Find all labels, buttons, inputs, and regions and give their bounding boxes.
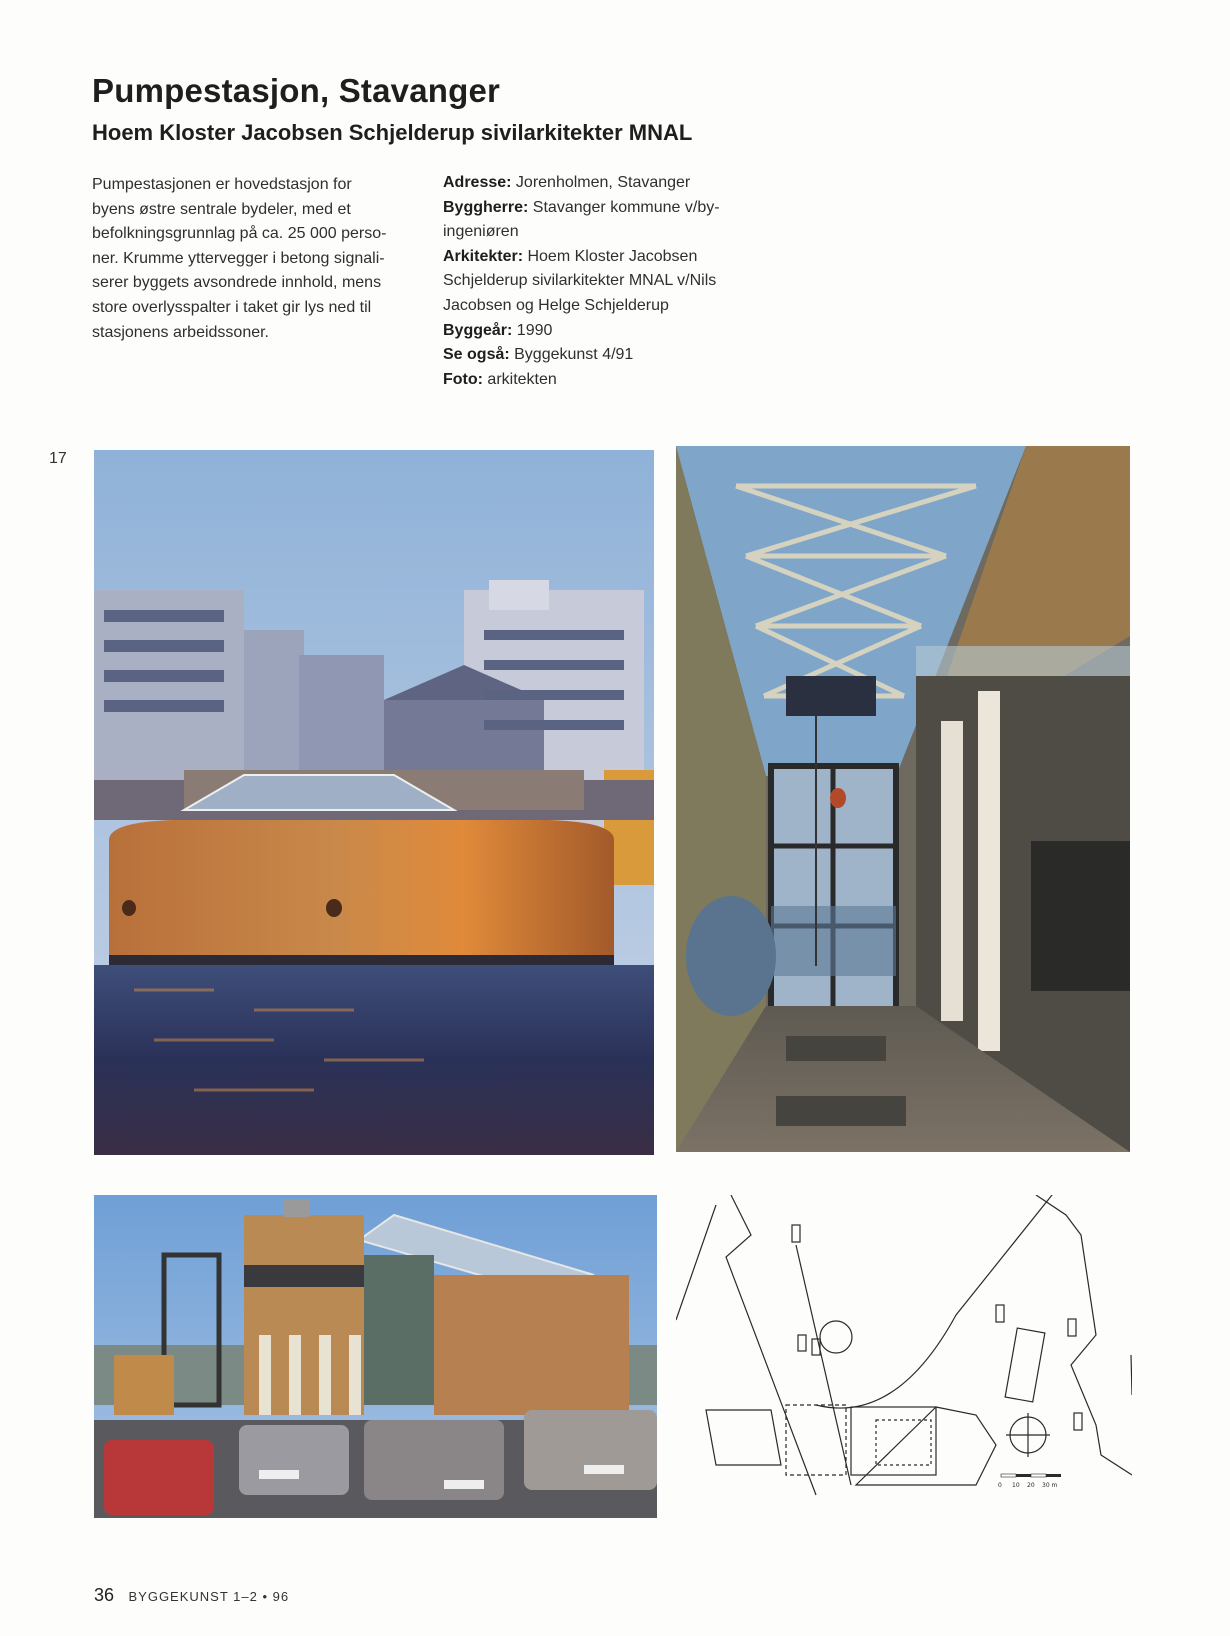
fact-label: Byggeår: xyxy=(443,321,513,339)
fact-label: Adresse: xyxy=(443,174,512,191)
fact-photo xyxy=(443,368,763,393)
fact-architects-cont: Schjelderup sivilarkitekter MNAL v/Nils xyxy=(443,272,717,290)
intro-line: ner. Krumme yttervegger i betong signali- xyxy=(92,249,385,267)
fact-architects xyxy=(443,245,763,270)
article-title: Pumpestasjon, Stavanger xyxy=(92,72,501,109)
scale-label: 20 xyxy=(1027,1482,1035,1489)
fact-label: Se også: xyxy=(443,346,510,364)
fact-value: Stavanger kommune v/by- xyxy=(528,198,720,216)
photo-street-view xyxy=(94,1195,657,1518)
fact-client xyxy=(443,196,763,221)
intro-line: serer byggets avsondrede innhold, mens xyxy=(92,274,382,292)
site-plan-drawing xyxy=(676,1195,1132,1520)
page-number: 36 xyxy=(94,1585,115,1605)
project-facts xyxy=(443,171,763,392)
fact-label: Foto: xyxy=(443,370,483,388)
scale-label: 30 m xyxy=(1042,1482,1058,1489)
photo-interior-hall xyxy=(676,446,1130,1152)
intro-line: byens østre sentrale bydeler, med et xyxy=(92,200,351,218)
fact-client-cont: ingeniøren xyxy=(443,223,519,241)
fact-value: arkitekten xyxy=(482,370,557,388)
intro-line: stasjonens arbeidssoner. xyxy=(92,323,269,341)
figure-number: 17 xyxy=(49,450,67,467)
fact-label: Arkitekter: xyxy=(443,247,524,265)
intro-line: Pumpestasjonen er hovedstasjon for xyxy=(92,176,352,193)
scale-label: 0 xyxy=(998,1482,1002,1489)
fact-architects-cont: Jacobsen og Helge Schjelderup xyxy=(443,296,669,314)
scale-label: 10 xyxy=(1012,1482,1020,1489)
fact-value: Jorenholmen, Stavanger xyxy=(511,174,691,191)
fact-value: Hoem Kloster Jacobsen xyxy=(523,247,698,265)
article-subtitle: Hoem Kloster Jacobsen Schjelderup sivilarkitekter MNAL xyxy=(92,120,693,145)
page-footer xyxy=(94,1585,289,1606)
fact-see-also xyxy=(443,343,763,368)
intro-line: store overlysspalter i taket gir lys ned til xyxy=(92,298,372,316)
photo-harbour-view xyxy=(94,450,654,1155)
magazine-issue: BYGGEKUNST 1–2 • 96 xyxy=(128,1589,290,1604)
intro-line: befolkningsgrunnlag på ca. 25 000 perso- xyxy=(92,225,387,243)
fact-value: Byggekunst 4/91 xyxy=(509,346,634,364)
fact-label: Byggherre: xyxy=(443,198,529,216)
fact-address xyxy=(443,171,763,196)
intro-text xyxy=(92,173,422,345)
fact-year xyxy=(443,319,763,344)
fact-value: 1990 xyxy=(512,321,553,339)
